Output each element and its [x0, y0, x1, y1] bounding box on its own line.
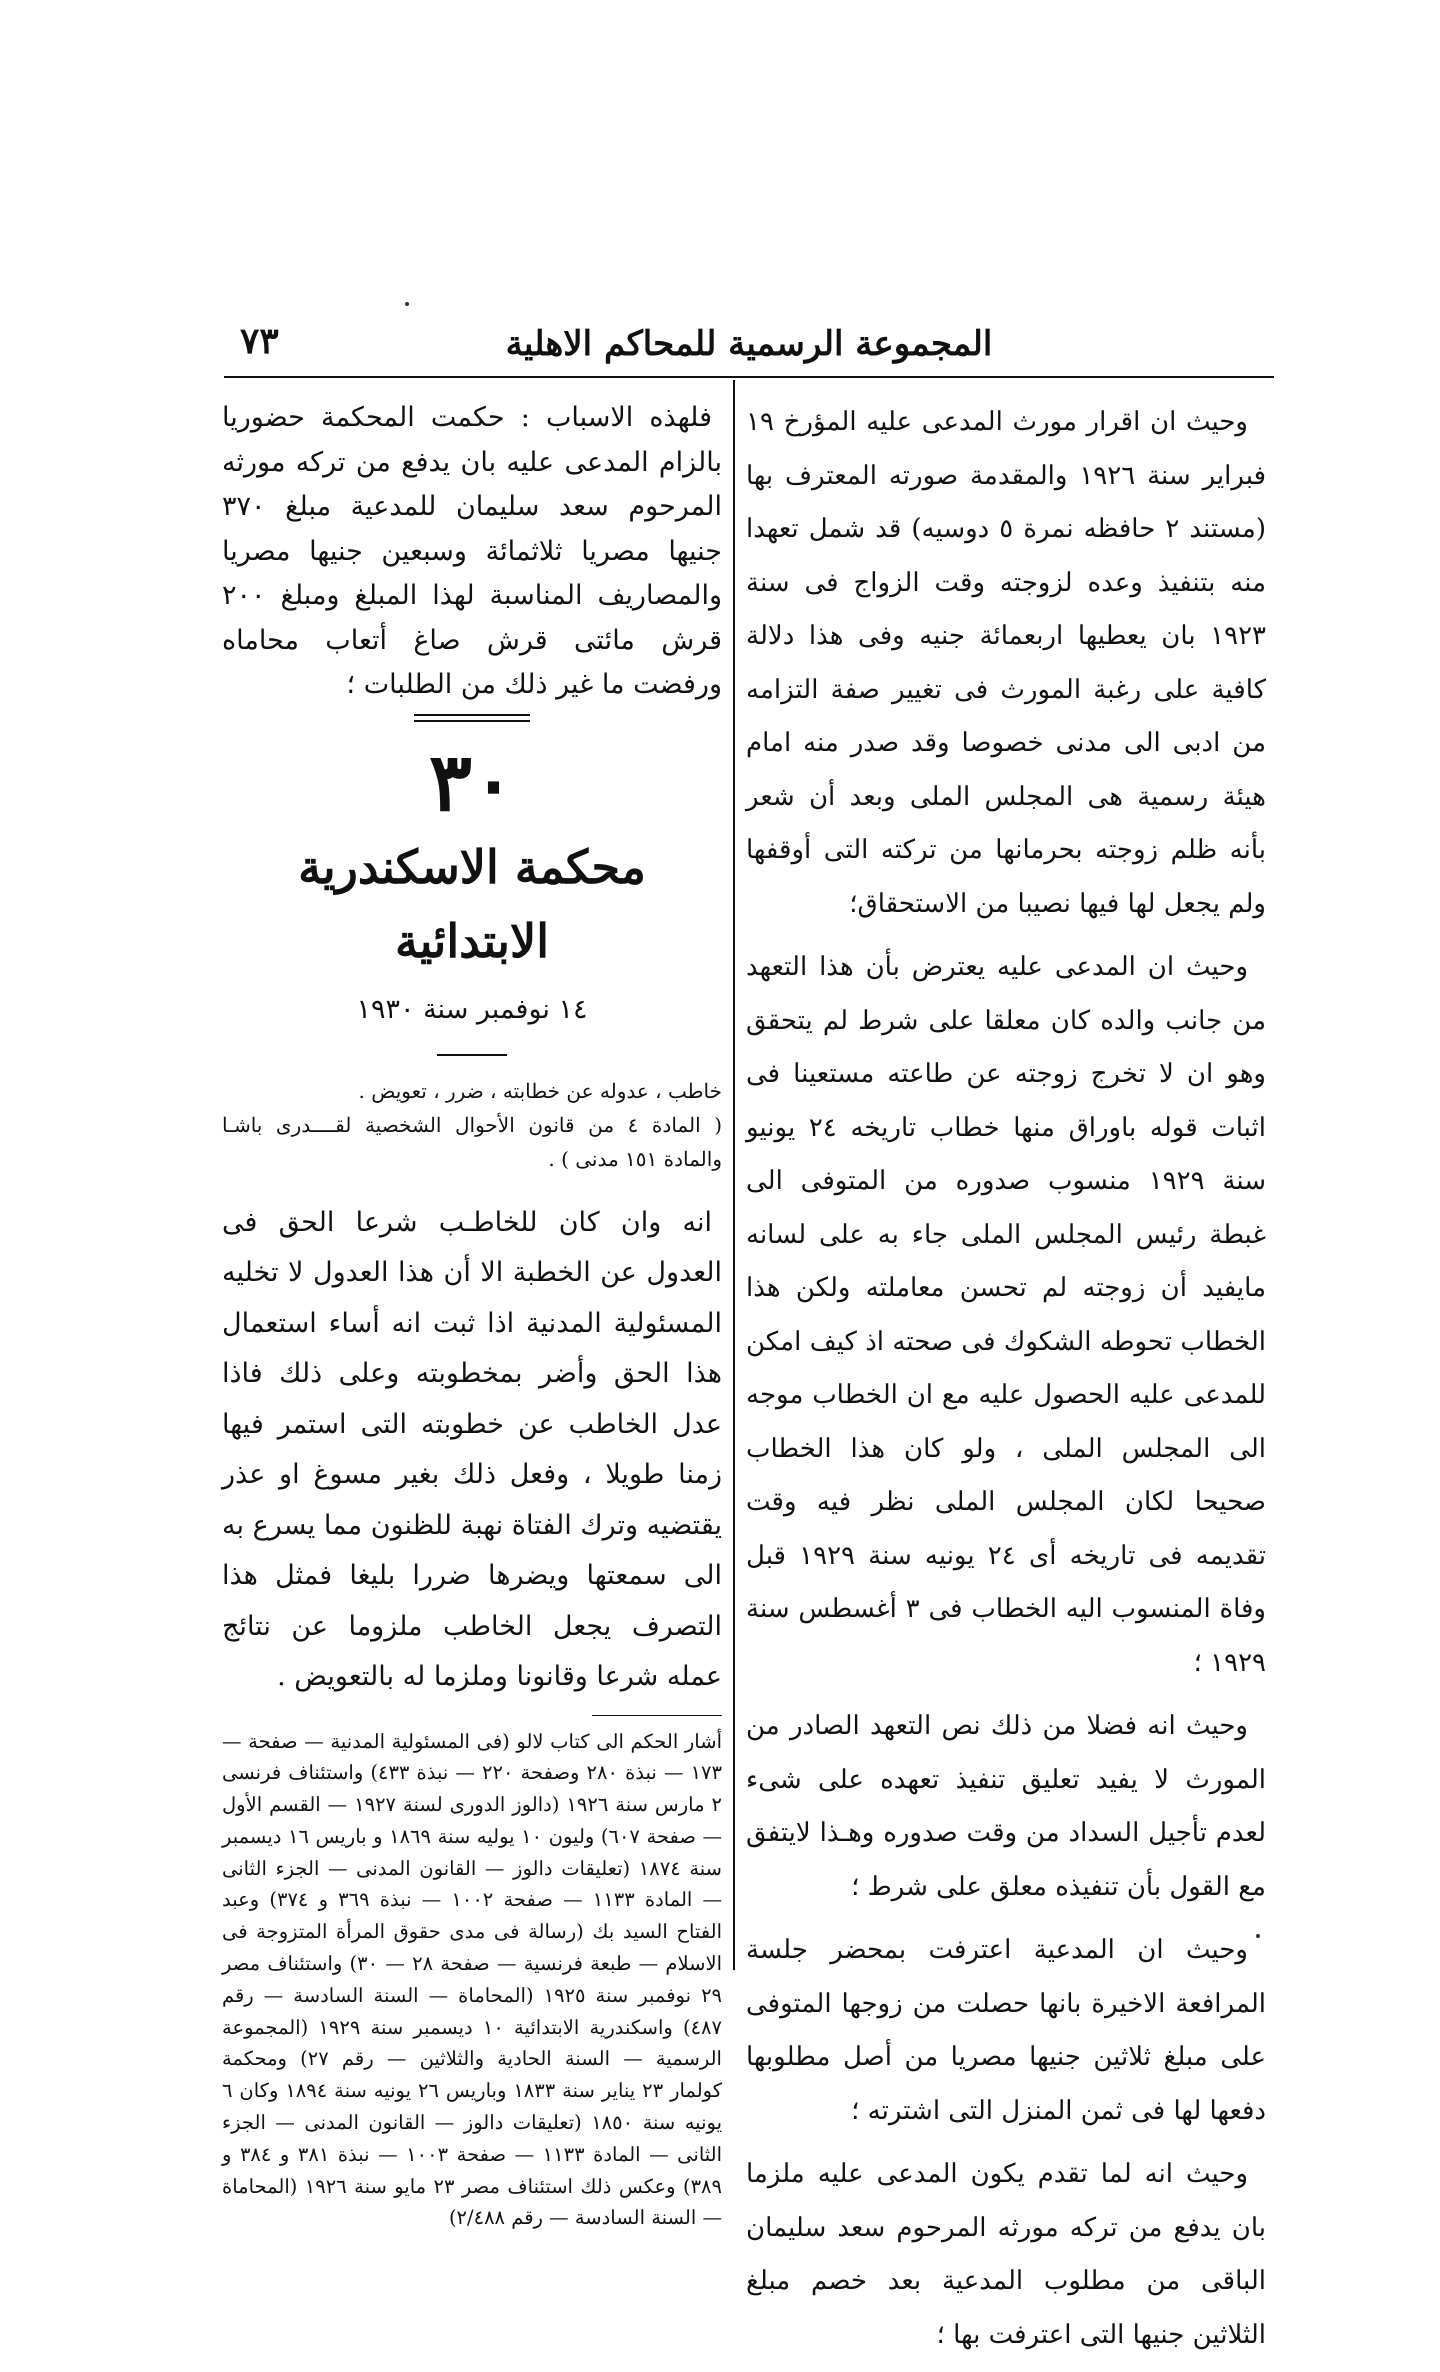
section-separator — [414, 714, 530, 722]
court-name: محكمة الاسكندرية الابتدائية — [298, 839, 646, 968]
keywords: خاطب ، عدوله عن خطابته ، ضرر ، تعويض . — [358, 1078, 722, 1103]
date-separator — [437, 1054, 507, 1056]
speck — [1256, 1934, 1260, 1938]
judgment-conclusion: فلهذه الاسباب : حكمت المحكمة حضوريا بالزام المدعى عليه بان يدفع من تركه مورثه المرحوم سعد سليمان للمدعية مبلغ ٣٧٠ جنيها مصريا ثلاثمائة وسبعين جنيها مصريا والمصاريف المناسبة لهذا المبلغ ومبلغ ٢٠٠ قرش مائتى قرش صاغ أتعاب محاماه ورفضت ما غير ذلك من الطلبات ؛ — [222, 402, 722, 700]
paragraph: وحيث ان اقرار مورث المدعى عليه المؤرخ ١٩ فبراير سنة ١٩٢٦ والمقدمة صورته المعترف بها (مستند ٢ حافظه نمرة ٥ دوسيه) قد شمل تعهدا منه بتنفيذ وعده لزوجته وقت الزواج فى سنة ١٩٢٣ بان يعطيها اربعمائة جنيه وفى هذا دلالة كافية على رغبة المورث فى تغيير صفة التزامه من ادبى الى مدنى خصوصا وقد صدر منه امام هيئة رسمية هى المجلس الملى وبعد أن شعر بأنه ظلم زوجته بحرمانها من تركته التى أوقفها ولم يجعل لها فيها نصيبا من الاستحقاق؛ — [746, 407, 1266, 919]
principle-text: انه وان كان للخاطـب شرعا الحق فى العدول عن الخطبة الا أن هذا العدول لا تخليه المسئولية المدنية اذا ثبت انه أساء استعمال هذا الحق وأضر بمخطوبته وعلى ذلك فاذا عدل الخاطب عن خطوبته التى استمر فيها زمنا طويلا ، وفعل ذلك بغير مسوغ او عذر يقتضيه وترك الفتاة نهبة للظنون مما يسرع به الى سمعتها ويضرها ضررا بليغا فمثل هذا التصرف يجعل الخاطب ملزوما عن نتائج عمله شرعا وقانونا وملزما له بالتعويض . — [222, 1206, 722, 1692]
speck — [405, 302, 409, 306]
page-number: ٧٣ — [240, 320, 279, 362]
footnote: أشار الحكم الى كتاب لالو (فى المسئولية المدنية — صفحة — ١٧٣ — نبذة ٢٨٠ وصفحة ٢٢٠ — نبذة ٤٣٣) واستئناف فرنسى ٢ مارس سنة ١٩٢٦ (دالوز الدورى لسنة ١٩٢٧ — القسم الأول — صفحة ٦٠٧) وليون ١٠ يوليه سنة ١٨٦٩ و باريس ١٦ ديسمبر سنة ١٨٧٤ (تعليقات دالوز — القانون المدنى — الجزء الثانى — المادة ١١٣٣ — صفحة ١٠٠٢ — نبذة ٣٦٩ و ٣٧٤) وعبد الفتاح السيد بك (رسالة فى مدى حقوق المرأة المتزوجة فى الاسلام — طبعة فرنسية — صفحة ٢٨ — ٣٠) واستئناف مصر ٢٩ نوفمبر سنة ١٩٢٥ (المحاماة — السنة السادسة — رقم ٤٨٧) واسكندرية الابتدائية ١٠ ديسمبر سنة ١٩٢٩ (المجموعة الرسمية — السنة الحادية والثلاثين — رقم ٢٧) ومحكمة كولمار ٢٣ يناير سنة ١٨٣٣ وباريس ٢٦ يونيه سنة ١٨٩٤ وكان ٦ يونيه سنة ١٨٥٠ (تعليقات دالوز — القانون المدنى — الجزء الثانى — المادة ١١٣٣ — صفحة ١٠٠٣ — نبذة ٣٨١ و ٣٨٤ و ٣٨٩) وعكس ذلك استئناف مصر ٢٣ مايو سنة ١٩٢٦ (المحاماة — السنة السادسة — رقم ٢/٤٨٨) — [222, 1729, 723, 2230]
paragraph: وحيث انه فضلا من ذلك نص التعهد الصادر من المورث لا يفيد تعليق تنفيذ تعهده على شىء لعدم تأجيل السداد من وقت صدوره وهـذا لايتفق مع القول بأن تنفيذه معلق على شرط ؛ — [746, 1711, 1266, 1902]
paragraph: وحيث انه لما تقدم يكون المدعى عليه ملزما بان يدفع من تركه مورثه المرحوم سعد سليمان الباقى من مطلوب المدعية بعد خصم مبلغ الثلاثين جنيها التى اعترفت بها ؛ — [746, 2159, 1266, 2350]
paragraph: وحيث ان المدعى عليه يعترض بأن هذا التعهد من جانب والده كان معلقا على شرط لم يتحقق وهو ان لا تخرج زوجته عن طاعته مستعينا فى اثبات قوله باوراق منها خطاب تاريخه ٢٤ يونيو سنة ١٩٢٩ منسوب صدوره من المتوفى الى غبطة رئيس المجلس الملى جاء به على لسانه مايفيد أن زوجته لم تحسن معاملته ولكن هذا الخطاب تحوطه الشكوك فى صحته اذ كيف امكن للمدعى عليه الحصول عليه مع ان الخطاب موجه الى المجلس الملى ، ولو كان هذا الخطاب صحيحا لكان المجلس الملى نظر فيه وقت تقديمه فى تاريخه أى ٢٤ يونيه سنة ١٩٢٩ قبل وفاة المنسوب اليه الخطاب فى ٣ أغسطس سنة ١٩٢٩ ؛ — [746, 952, 1266, 1678]
judgment-date: ١٤ نوفمبر سنة ١٩٣٠ — [356, 993, 588, 1025]
running-title: المجموعة الرسمية للمحاكم الاهلية — [505, 324, 993, 364]
page-header — [224, 320, 1274, 378]
paragraph: وحيث ان المدعية اعترفت بمحضر جلسة المرافعة الاخيرة بانها حصلت من زوجها المتوفى على مبلغ ثلاثين جنيها مصريا من أصل مطلوبها دفعها لها فى ثمن المنزل التى اشترته ؛ — [746, 1935, 1266, 2126]
right-column — [746, 396, 1266, 2372]
case-number: ٣٠ — [429, 734, 515, 829]
left-column — [222, 396, 722, 2234]
article-reference: ( المادة ٤ من قانون الأحوال الشخصية لقــــدرى باشـا والمادة ١٥١ مدنى ) . — [222, 1112, 722, 1171]
footnote-rule — [592, 1715, 722, 1716]
column-divider — [733, 380, 735, 1970]
